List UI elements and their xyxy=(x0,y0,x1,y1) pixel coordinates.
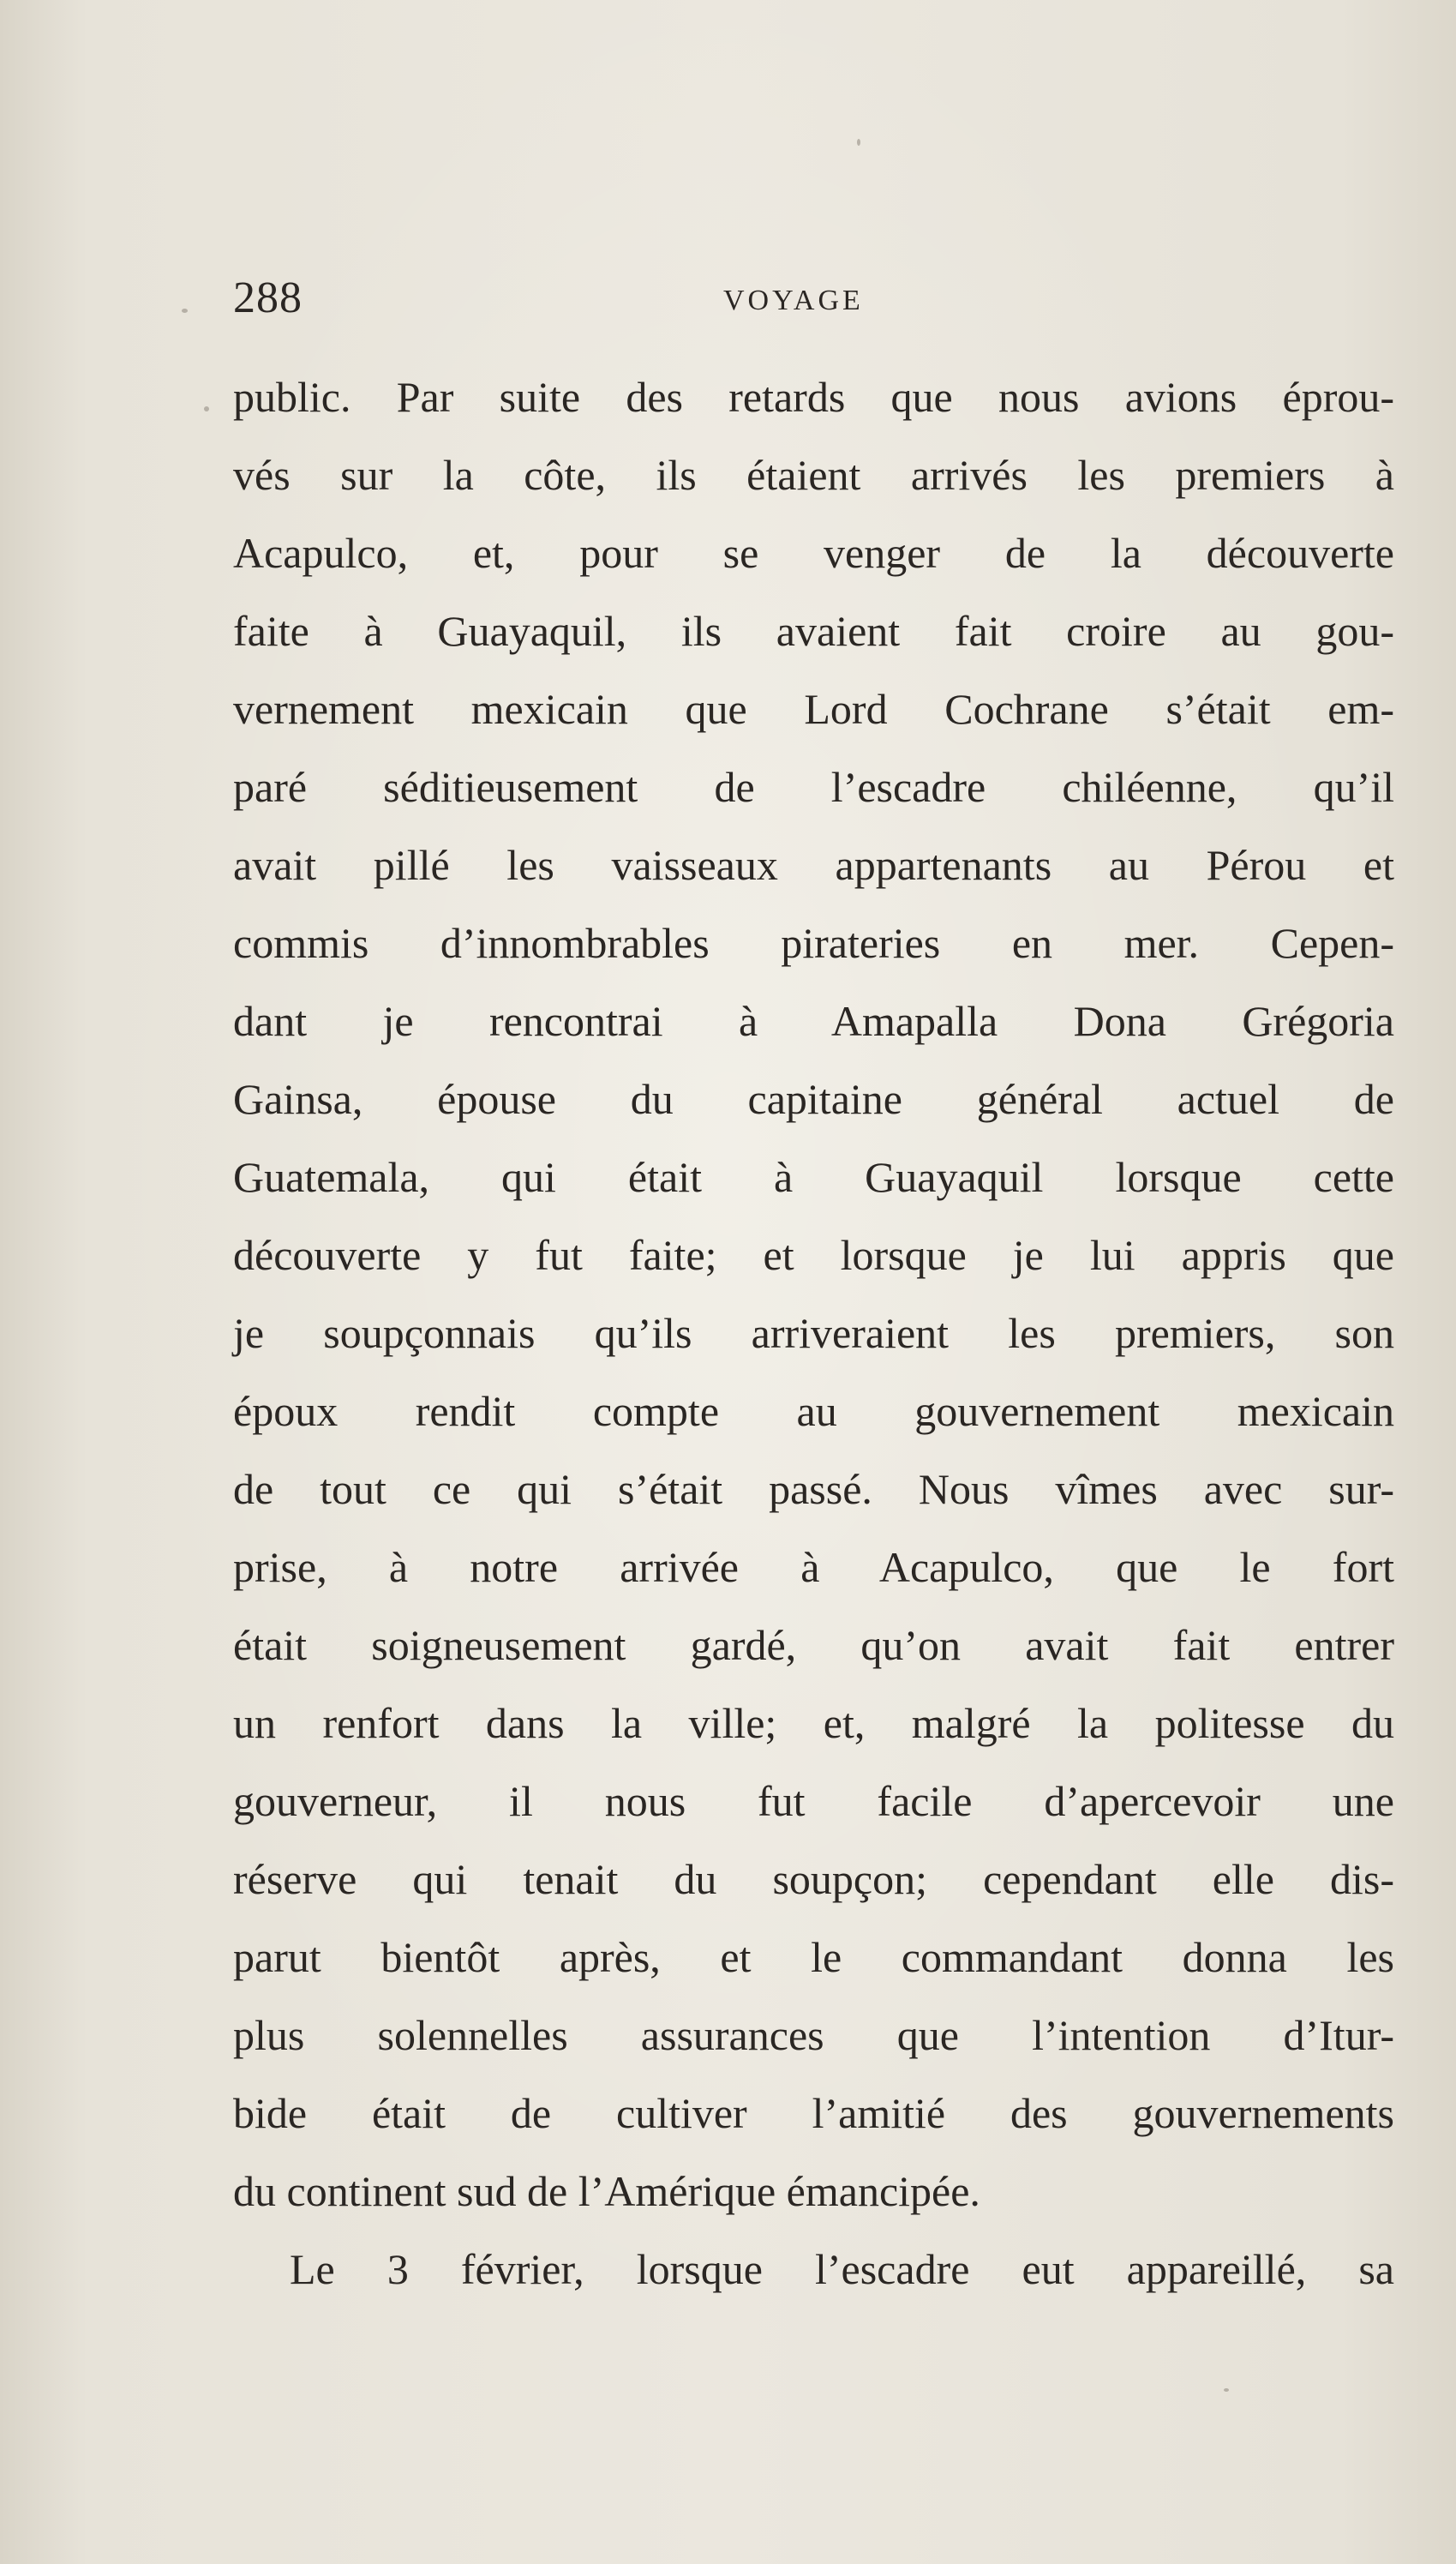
page-header xyxy=(233,273,1390,333)
text-line: Guatemala, qui était à Guayaquil lorsque cette xyxy=(233,1153,1394,1201)
text-line: vernement mexicain que Lord Cochrane s’était em- xyxy=(233,685,1394,733)
text-line: époux rendit compte au gouvernement mexicain xyxy=(233,1387,1394,1435)
text-line: bide était de cultiver l’amitié des gouvernements xyxy=(233,2089,1394,2137)
running-head: VOYAGE xyxy=(723,285,864,316)
text-line: faite à Guayaquil, ils avaient fait croire au gou- xyxy=(233,607,1394,655)
paragraph-1 xyxy=(233,358,1394,2231)
paper-speck xyxy=(1224,2388,1229,2392)
text-line: prise, à notre arrivée à Acapulco, que le fort xyxy=(233,1543,1394,1591)
paper-speck xyxy=(857,139,860,146)
paper-speck xyxy=(182,309,188,313)
text-line: je soupçonnais qu’ils arriveraient les premiers, son xyxy=(233,1309,1394,1357)
text-line: dant je rencontrai à Amapalla Dona Grégoria xyxy=(233,997,1394,1045)
text-line: de tout ce qui s’était passé. Nous vîmes avec sur- xyxy=(233,1465,1394,1513)
text-line: Gainsa, épouse du capitaine général actuel de xyxy=(233,1075,1394,1123)
body-text xyxy=(233,358,1394,2309)
text-line: parut bientôt après, et le commandant donna les xyxy=(233,1933,1394,1981)
paper-speck xyxy=(204,406,209,411)
text-line: découverte y fut faite; et lorsque je lui appris que xyxy=(233,1231,1394,1279)
text-line: vés sur la côte, ils étaient arrivés les premiers à xyxy=(233,451,1394,499)
text-line: était soigneusement gardé, qu’on avait fait entrer xyxy=(233,1621,1394,1669)
text-line: du continent sud de l’Amérique émancipée. xyxy=(233,2167,980,2215)
text-line: commis d’innombrables pirateries en mer. Cepen- xyxy=(233,919,1394,967)
text-line: un renfort dans la ville; et, malgré la politesse du xyxy=(233,1699,1394,1747)
text-line: public. Par suite des retards que nous avions éprou- xyxy=(233,373,1394,421)
text-line: plus solennelles assurances que l’intention d’Itur- xyxy=(233,2011,1394,2059)
paragraph-2 xyxy=(233,2231,1394,2309)
text-line: réserve qui tenait du soupçon; cependant elle dis- xyxy=(233,1855,1394,1903)
page-number: 288 xyxy=(233,273,303,322)
text-line: avait pillé les vaisseaux appartenants au Pérou et xyxy=(233,841,1394,889)
text-line: paré séditieusement de l’escadre chiléenne, qu’il xyxy=(233,763,1394,811)
text-line: Acapulco, et, pour se venger de la découverte xyxy=(233,529,1394,577)
text-line: gouverneur, il nous fut facile d’apercevoir une xyxy=(233,1777,1394,1825)
text-line: Le 3 février, lorsque l’escadre eut appareillé, sa xyxy=(290,2245,1394,2293)
